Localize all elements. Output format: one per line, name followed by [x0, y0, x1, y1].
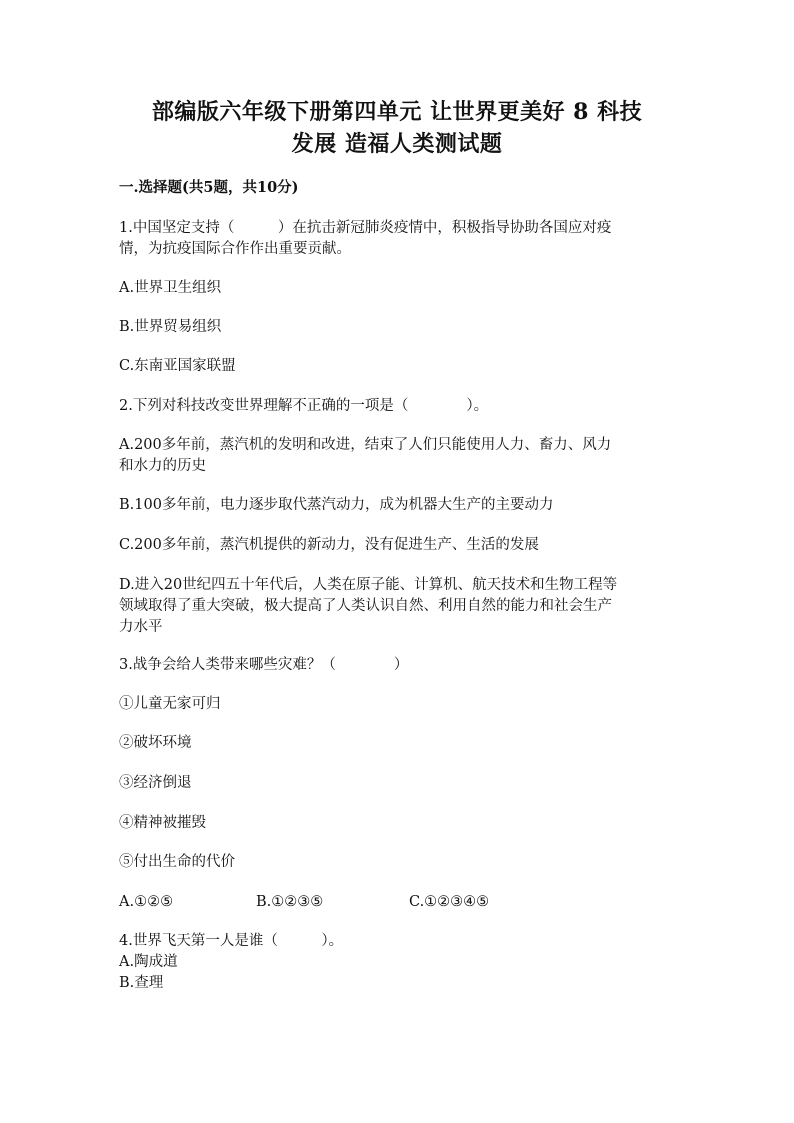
question-3-stem: 3.战争会给人类带来哪些灾难？（ ） [119, 657, 409, 673]
question-2-option-d-line-2: 领域取得了重大突破，极大提高了人类认识自然、利用自然的能力和社会生产 [119, 598, 612, 614]
question-2-option-d-line-1: D.进入20世纪四五十年代后，人类在原子能、计算机、航天技术和生物工程等 [119, 577, 618, 593]
question-4-stem: 4.世界飞天第一人是谁（ ）。 [119, 933, 344, 949]
question-3-item-4: ④精神被摧毁 [119, 815, 206, 831]
question-3-item-3: ③经济倒退 [119, 775, 192, 791]
question-1-stem-line-1: 1.中国坚定支持（ ）在抗击新冠肺炎疫情中，积极指导协助各国应对疫 [119, 220, 612, 236]
question-2-option-a-line-2: 和水力的历史 [119, 458, 206, 474]
question-2-option-d-line-3: 力水平 [119, 619, 163, 635]
question-4-option-b: B.查理 [119, 975, 164, 991]
question-1-option-b: B.世界贸易组织 [119, 319, 222, 335]
question-2-option-b: B.100多年前，电力逐步取代蒸汽动力，成为机器大生产的主要动力 [119, 497, 554, 513]
section-heading: 一.选择题(共5题，共10分) [119, 179, 299, 196]
question-3-item-1: ①儿童无家可归 [119, 696, 221, 712]
document-title-line-2: 发展 造福人类测试题 [291, 131, 503, 157]
question-3-option-b: B.①②③⑤ [256, 894, 324, 910]
question-3-option-a: A.①②⑤ [119, 894, 174, 910]
question-1-option-c: C.东南亚国家联盟 [119, 358, 236, 374]
question-1-option-a: A.世界卫生组织 [119, 280, 222, 296]
question-3-option-c: C.①②③④⑤ [409, 894, 490, 910]
question-2-stem: 2.下列对科技改变世界理解不正确的一项是（ ）。 [119, 398, 489, 414]
document-title-line-1: 部编版六年级下册第四单元 让世界更美好 8 科技 [151, 99, 643, 125]
question-1-stem-line-2: 情，为抗疫国际合作作出重要贡献。 [119, 241, 351, 257]
question-2-option-a-line-1: A.200多年前，蒸汽机的发明和改进，结束了人们只能使用人力、畜力、风力 [119, 437, 612, 453]
question-3-item-5: ⑤付出生命的代价 [119, 854, 235, 870]
question-4-option-a: A.陶成道 [119, 954, 178, 970]
question-2-option-c: C.200多年前，蒸汽机提供的新动力，没有促进生产、生活的发展 [119, 537, 539, 553]
question-3-item-2: ②破坏环境 [119, 735, 192, 751]
